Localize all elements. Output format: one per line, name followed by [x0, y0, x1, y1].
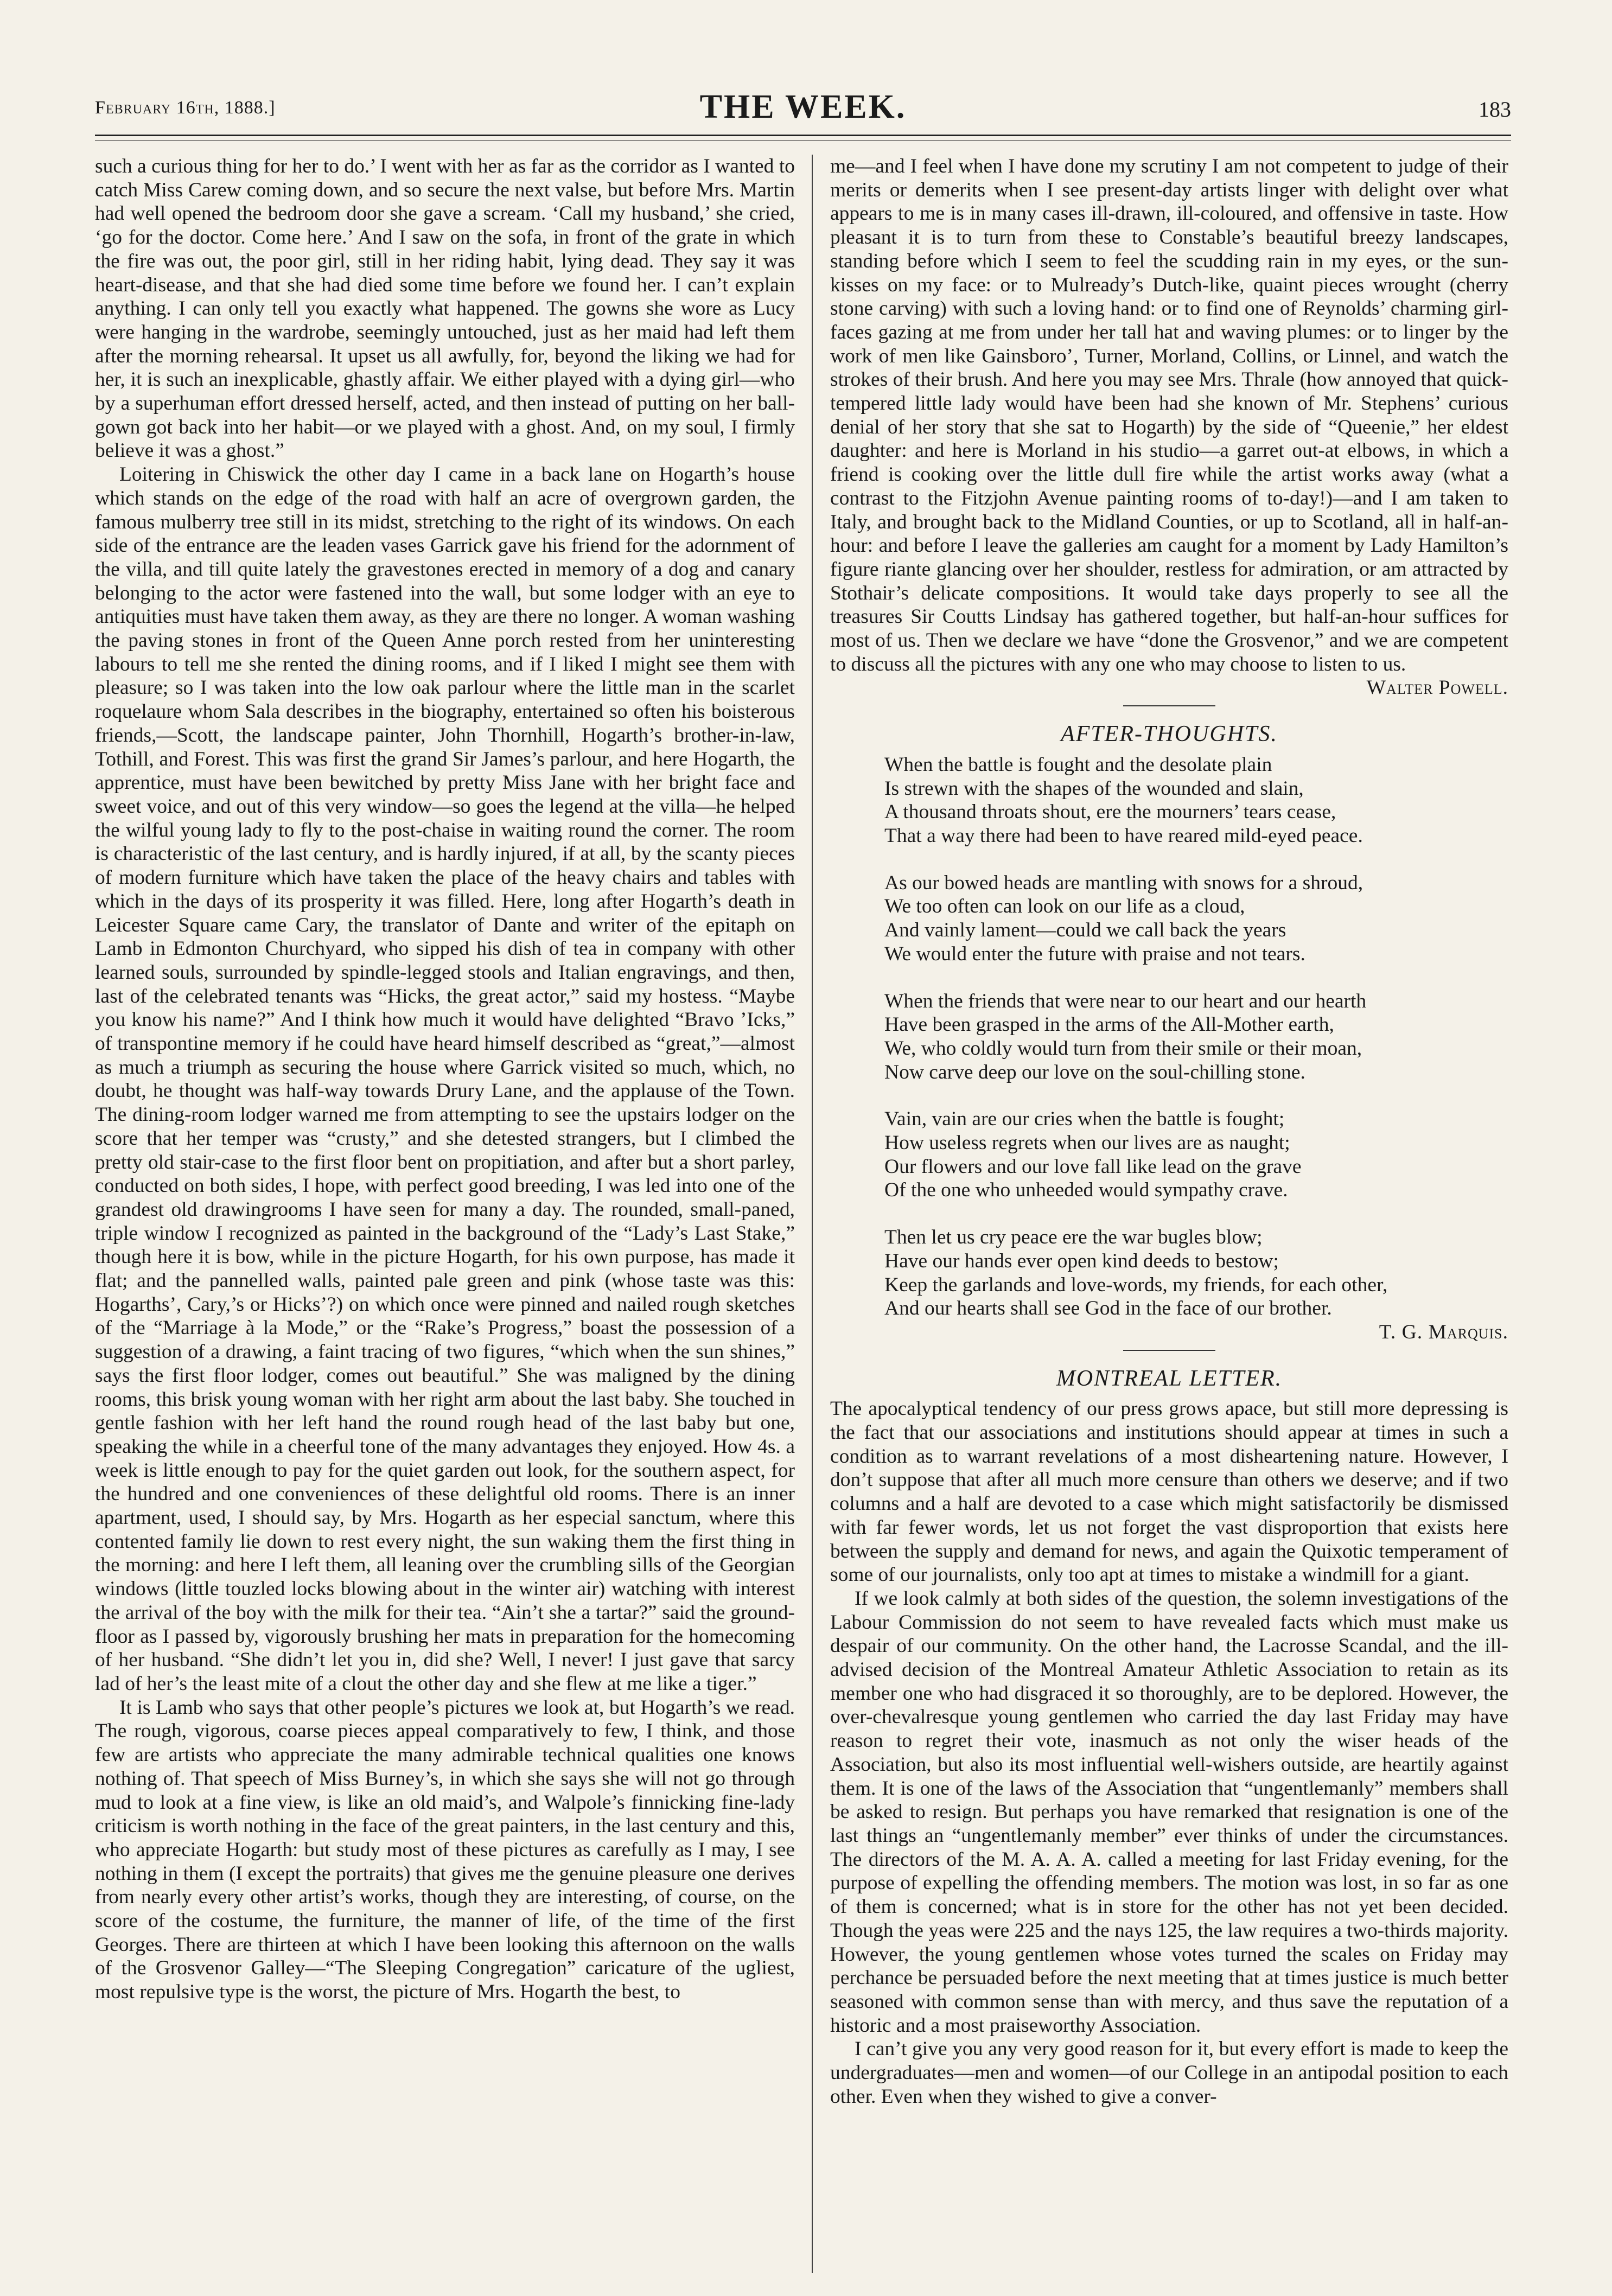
poem-line: Now carve deep our love on the soul-chilling stone. [884, 1061, 1305, 1083]
issue-date: February 16th, 1888.] [95, 98, 276, 118]
continuation-signature: Walter Powell. [1366, 677, 1508, 699]
poem-line: As our bowed heads are mantling with snows for a shroud, [884, 871, 1363, 894]
poem-line: And vainly lament—could we call back the years [884, 919, 1286, 942]
right-column [830, 155, 1508, 2274]
poem-line: A thousand throats shout, ere the mourners’ tears cease, [884, 801, 1336, 824]
article-continuation: me—and I feel when I have done my scrutiny I am not competent to judge of their merits or demerits when I see present-day artists linger with delight over what appears to me is in many cases ill-drawn, ill-coloured, and offensive in taste. How pleasant it is to turn from these to Constable’s beautiful breezy landscapes, standing before which I seem to feel the scudding rain in my eyes, or the sun-kisses on my face: or to Mulready’s Dutch-like, quaint pieces wrought (cherry stone carving) with such a loving hand: or to find one of Reynolds’ charming girl-faces gazing at me from under her tall hat and waving plumes: or to linger by the work of men like Gainsboro’, Turner, Morland, Collins, or Linnel, and watch the strokes of their brush. And here you may see Mrs. Thrale (how annoyed that quick-tempered little lady would have been had she known of Mr. Stephens’ curious denial of her story that she sat to Hogarth) by the side of “Queenie,” her eldest daughter: and here is Morland in his studio—a garret out-at elbows, in which a friend is cooking over the little dull fire while the artist works away (what a contrast to the Fitzjohn Avenue painting rooms of to-day!)—and I am taken to Italy, and brought back to the Midland Counties, or up to Scotland, all in half-an-hour: and before I leave the galleries am caught for a moment by Lady Hamilton’s figure riante glancing over her shoulder, restless for admiration, or am attracted by Stothair’s delicate compositions. It would take days properly to see all the treasures Sir Coutts Lindsay has gathered together, but half-an-hour suffices for most of us. Then we declare we have “done the Grosvenor,” and we are competent to discuss all the pictures with any one who may choose to listen to us. [830, 155, 1508, 675]
letter-title: MONTREAL LETTER. [1056, 1366, 1283, 1391]
page-header [95, 87, 1511, 130]
poem-line: We too often can look on our life as a cloud, [884, 895, 1245, 918]
poem-line: We would enter the future with praise and not tears. [884, 942, 1305, 965]
poem-line: Have been grasped in the arms of the All-Mother earth, [884, 1013, 1334, 1036]
header-rule [95, 135, 1511, 136]
poem-signature: T. G. Marquis. [1379, 1321, 1508, 1343]
poem-line: Have our hands ever open kind deeds to bestow; [884, 1249, 1279, 1272]
section-divider [1123, 1350, 1215, 1351]
left-paragraph-2: Loitering in Chiswick the other day I came in a back lane on Hogarth’s house which stands on the edge of the road with half an acre of overgrown garden, the famous mulberry tree still in its midst, stretching to the right of its windows. On each side of the entrance are the leaden vases Garrick gave his friend for the adornment of the villa, and till quite lately the gravestones erected in memory of a dog and canary belonging to the actor were fastened into the wall, but some lodger with an eye to antiquities must have taken them away, as they are there no longer. A woman washing the paving stones in front of the Queen Anne porch rested from her uninteresting labours to tell me she rented the dining rooms, and if I liked I might see them with pleasure; so I was taken into the low oak parlour where the little man in the scarlet roquelaure whom Sala describes in the biography, entertained so often his boisterous friends,—Scott, the landscape painter, John Thornhill, Hogarth’s brother-in-law, Tothill, and Forest. This was first the grand Sir James’s parlour, and here Hogarth, the apprentice, must have been bewitched by pretty Miss Jane with her bright face and sweet voice, and out of this very window—so goes the legend at the villa—he helped the wilful young lady to fly to the post-chaise in waiting round the corner. The room is characteristic of the last century, and is hardly injured, if at all, by the scanty pieces of modern furniture which have taken the place of the heavy chairs and tables with which in the days of its prosperity it was filled. Here, long after Hogarth’s death in Leicester Square came Cary, the translator of Dante and writer of the epitaph on Lamb in Edmonton Churchyard, who sipped his dish of tea in company with other learned souls, surrounded by spindle-legged stools and Italian engravings, and then, last of the celebrated tenants was “Hicks, the great actor,” said my hostess. “Maybe you know his name?” And I think how much it would have delighted “Bravo ’Icks,” of transpontine memory if he could have heard himself described as “great,”—almost as much a triumph as securing the house where Garrick visited so much, which, no doubt, he thought was half-way towards Drury Lane, and the applause of the Town. The dining-room lodger warned me from attempting to see the upstairs lodger on the score that her temper was “crusty,” and she detested strangers, but I climbed the pretty old stair-case to the first floor bent on propitiation, and after but a short parley, conducted on both sides, I hope, with perfect good breeding, I was led into one of the grandest old drawingrooms I have seen for many a day. The rounded, small-paned, triple window I recognized as painted in the background of the “Lady’s Last Stake,” though here it is bow, while in the picture Hogarth, for his own purpose, has made it flat; and the pannelled walls, painted pale green and pink (whose taste was this: Hogarths’, Cary,’s or Hicks’?) on which once were pinned and nailed rough sketches of the “Marriage à la Mode,” or the “Rake’s Progress,” boast the possession of a suggestion of a drawing, a faint tracing of two figures, “which when the sun shines,” says the first floor lodger, comes out beautiful.” She was maligned by the dining rooms, this brisk young woman with her right arm about the last baby. She touched in gentle fashion with her left hand the round rough head of the last baby but one, speaking the while in a cheerful tone of the many advantages they enjoyed. How 4s. a week is little enough to pay for the quiet garden out look, for the southern aspect, for the hundred and one conveniences of these delightful old rooms. There is an inner apartment, used, I should say, by Mrs. Hogarth as her especial sanctum, where this contented family lie down to rest every night, the sun waking them the first thing in the morning: and here I left them, all leaning over the crumbling sills of the Georgian windows (little touzled locks blowing about in the winter air) watching with interest the arrival of the boy with the milk for their tea. “Ain’t she a tartar?” said the ground-floor as I passed by, vigorously brushing her mats in preparation for the homecoming of her husband. “She didn’t let you in, did she? Well, I never! I just gave that sarcy lad of her’s the least mite of a clout the other day and she flew at me like a tiger.” [95, 463, 795, 1695]
poem-line: Vain, vain are our cries when the battle is fought; [884, 1108, 1285, 1131]
page-number: 183 [1479, 97, 1511, 122]
poem-line: Our flowers and our love fall like lead on the grave [884, 1155, 1302, 1178]
poem-body [884, 753, 1508, 1321]
poem-line: Keep the garlands and love-words, my friends, for each other, [884, 1273, 1388, 1296]
poem-line: Then let us cry peace ere the war bugles blow; [884, 1226, 1263, 1249]
poem-stanza [884, 1107, 1508, 1202]
poem-stanza [884, 1226, 1508, 1321]
poem-line: We, who coldly would turn from their smile or their moan, [884, 1037, 1362, 1060]
header-rule-thin [95, 140, 1511, 141]
poem-stanza [884, 990, 1508, 1085]
poem-line: When the battle is fought and the desolate plain [884, 753, 1272, 776]
letter-paragraph-3: I can’t give you any very good reason for it, but every effort is made to keep the undergraduates—men and women—of our College in an antipodal position to each other. Even when they wished to give a conver- [830, 2038, 1508, 2108]
left-paragraph-3: It is Lamb who says that other people’s pictures we look at, but Hogarth’s we read. The rough, vigorous, coarse pieces appeal comparatively to few, I think, and those few are artists who appreciate the many admirable technical qualities one knows nothing of. That speech of Miss Burney’s, in which she says she will not go through mud to look at a fine view, is like an old maid’s, and Walpole’s finnicking fine-lady criticism is worth nothing in the face of the great painters, in the last century and this, who appreciate Hogarth: but study most of these pictures as carefully as I may, I see nothing in them (I except the portraits) that gives me the genuine pleasure one derives from nearly every other artist’s works, though they are interesting, of course, on the score of the costume, the furniture, the manner of life, of the time of the first Georges. There are thirteen at which I have been looking this afternoon on the walls of the Grosvenor Galley—“The Sleeping Congregation” caricature of the ugliest, most repulsive type is the worst, the picture of Mrs. Hogarth the best, to [95, 1696, 795, 2004]
poem-line: Of the one who unheeded would sympathy crave. [884, 1179, 1288, 1202]
poem-line: How useless regrets when our lives are as naught; [884, 1132, 1290, 1155]
poem-line: Is strewn with the shapes of the wounded and slain, [884, 777, 1304, 800]
poem-stanza [884, 871, 1508, 966]
letter-paragraph-2: If we look calmly at both sides of the question, the solemn investigations of the Labour Commission do not seem to have revealed facts which must make us despair of our community. On the other hand, the Lacrosse Scandal, and the ill-advised decision of the Montreal Amateur Athletic Association to retain as its member one who had disgraced it so thoroughly, are to be deplored. However, the over-chevalresque young gentlemen who carried the day last Friday may have reason to regret their vote, inasmuch as not only the wiser heads of the Association, but also its most influential well-wishers outside, are heartily against them. It is one of the laws of the Association that “ungentlemanly” members shall be asked to resign. But perhaps you have remarked that resignation is one of the last things an “ungentlemanly member” ever thinks of under the circumstances. The directors of the M. A. A. A. called a meeting for last Friday evening, for the purpose of expelling the offending members. The motion was lost, in so far as one of them is concerned; what is in store for the other has not yet been decided. Though the yeas were 225 and the nays 125, the law requires a two-thirds majority. However, the young gentlemen whose votes turned the scales on Friday may perchance be persuaded before the next meeting that at times justice is much better seasoned with common sense than with mercy, and thus save the reputation of a historic and a most praiseworthy Association. [830, 1587, 1508, 2037]
letter-paragraph-1: The apocalyptical tendency of our press grows apace, but still more depressing is the fact that our associations and institutions should appear at times in such a condition as to warrant revelations of a most disheartening nature. However, I don’t suppose that after all much more censure than others we deserve; and if two columns and a half are devoted to a case which might satisfactorily be dismissed with far fewer words, let us not forget the vast disproportion that exists here between the supply and demand for news, and again the Quixotic temperament of some of our journalists, only too apt at times to mistake a windmill for a giant. [830, 1398, 1508, 1586]
left-paragraph-1: such a curious thing for her to do.’ I went with her as far as the corridor as I wanted to catch Miss Carew coming down, and so secure the next valse, but before Mrs. Martin had well opened the bedroom door she gave a scream. ‘Call my husband,’ she cried, ‘go for the doctor. Come here.’ And I saw on the sofa, in front of the grate in which the fire was out, the poor girl, still in her riding habit, lying dead. They say it was heart-disease, and that she had died some time before we found her. I can’t explain anything. I can only tell you exactly what happened. The gowns she wore as Lucy were hanging in the wardrobe, seemingly untouched, just as her maid had left them after the morning rehearsal. It upset us all awfully, for, beyond the liking we had for her, it is such an inexplicable, ghastly affair. We either played with a dying girl—who by a superhuman effort dressed herself, acted, and then instead of putting on her ball-gown got back into her habit—or we played with a ghost. And, on my soul, I firmly believe it was a ghost.” [95, 155, 795, 462]
poem-line: When the friends that were near to our heart and our hearth [884, 990, 1367, 1012]
column-divider [812, 155, 813, 2273]
section-divider [1123, 705, 1215, 706]
poem-stanza [884, 753, 1508, 848]
poem-line: And our hearts shall see God in the face of our brother. [884, 1297, 1332, 1320]
poem-line: That a way there had been to have reared mild-eyed peace. [884, 824, 1363, 847]
masthead-title: THE WEEK. [699, 88, 907, 125]
poem-title: AFTER-THOUGHTS. [1061, 722, 1278, 747]
left-column [95, 155, 795, 2274]
